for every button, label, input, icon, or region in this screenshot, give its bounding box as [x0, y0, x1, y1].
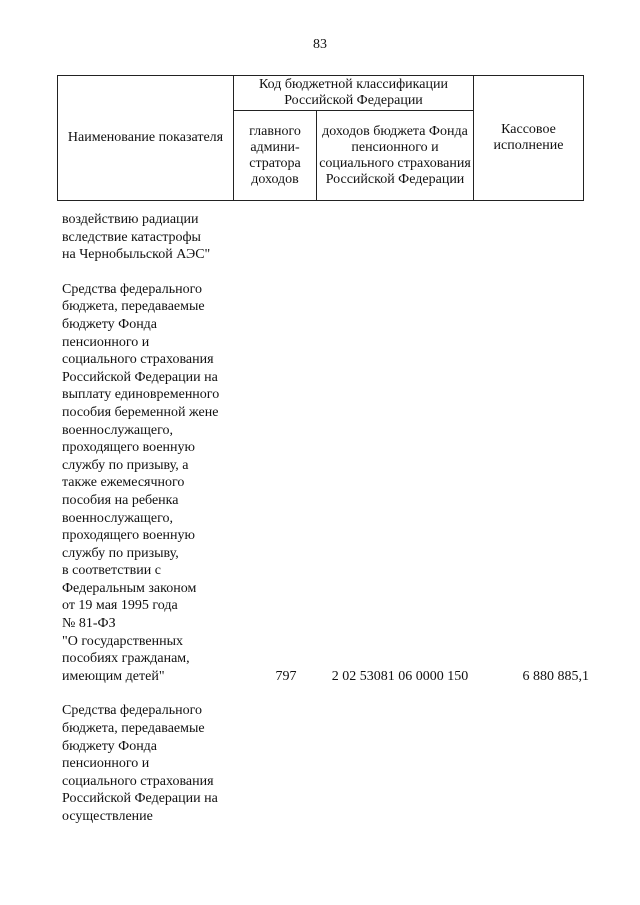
header-income-cell: доходов бюджета Фонда пенсионного и социального страхования Российской Федерации — [317, 111, 474, 201]
table-row — [62, 211, 592, 264]
table-row — [62, 281, 592, 686]
execution-value: 6 880 885,1 — [522, 668, 589, 684]
header-classification-cell: Код бюджетной классификации Российской Федерации — [234, 76, 474, 111]
income-code: 2 02 53081 06 0000 150 — [331, 668, 469, 684]
header-name-cell: Наименование показателя — [58, 76, 234, 201]
admin-code: 797 — [275, 668, 297, 684]
indicator-name: воздействию радиации вследствие катастрофы на Чернобыльской АЭС" — [62, 212, 211, 263]
header-admin-cell: главного админи-стратора доходов — [234, 111, 317, 201]
header-execution-cell: Кассовое исполнение — [474, 76, 584, 201]
table-header — [57, 75, 584, 201]
table-row — [62, 702, 592, 825]
page-number: 83 — [313, 37, 327, 52]
indicator-name: Средства федерального бюджета, передаваемые бюджету Фонда пенсионного и социального страхования Российской Федерации на выплату единовременного пособия беременной жене военнослужащего, проходящего военную службу по призыву, а также ежемесячного пособия на ребенка военнослужащего, проходящего военную службу по призыву, в соответствии с Федеральным законом от 19 мая 1995 года № 81-ФЗ "О государственных пособиях гражданам, имеющим детей" — [62, 281, 220, 684]
table-body — [62, 211, 592, 843]
indicator-name: Средства федерального бюджета, передаваемые бюджету Фонда пенсионного и социального страхования Российской Федерации на осуществление — [62, 703, 218, 824]
